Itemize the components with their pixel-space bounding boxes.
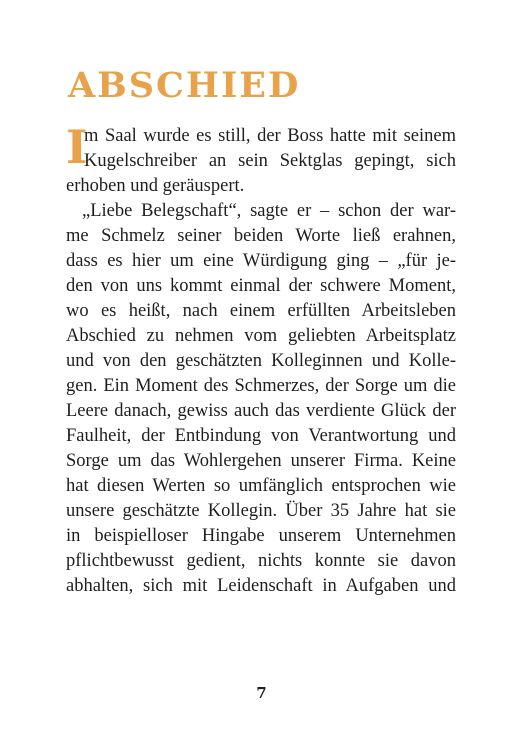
drop-cap: I [66,120,88,174]
body-line: m Saal wurde es still, der Boss hatte mit seinem [84,126,456,146]
body-line: erhoben und geräuspert. [66,176,245,196]
body-line: wo es heißt, nach einem erfüllten Arbeitsleben [66,301,456,321]
chapter-title: ABSCHIED [68,65,301,106]
body-line: und von den geschätzten Kolleginnen und Kolle- [66,351,456,371]
body-line: me Schmelz seiner beiden Worte ließ erahnen, [66,226,456,246]
body-line: dass es hier um eine Würdigung ging – „für je- [66,251,456,271]
body-line: den von uns kommt einmal der schwere Moment, [66,276,456,296]
body-line: hat diesen Werten so umfänglich entsprochen wie [66,476,456,496]
body-line: Sorge um das Wohlergehen unserer Firma. Keine [66,451,456,471]
body-line: abhalten, sich mit Leidenschaft in Aufgaben und [66,576,456,596]
body-text [66,120,456,599]
body-line: Faulheit, der Entbindung von Verantwortung und [66,426,456,446]
body-line: in beispielloser Hingabe unserem Unternehmen [66,526,456,546]
page-number: 7 [256,684,267,702]
body-line: unsere geschätzte Kollegin. Über 35 Jahre hat sie [66,501,456,521]
body-line: gen. Ein Moment des Schmerzes, der Sorge um die [66,376,456,396]
body-line: pflichtbewusst gedient, nichts konnte sie davon [66,551,456,571]
body-line: „Liebe Belegschaft“, sagte er – schon der war- [82,201,456,221]
body-line: Abschied zu nehmen vom geliebten Arbeitsplatz [66,326,456,346]
body-line: Kugelschreiber an sein Sektglas gepingt, sich [84,151,456,171]
body-line: Leere danach, gewiss auch das verdiente Glück der [66,401,456,421]
